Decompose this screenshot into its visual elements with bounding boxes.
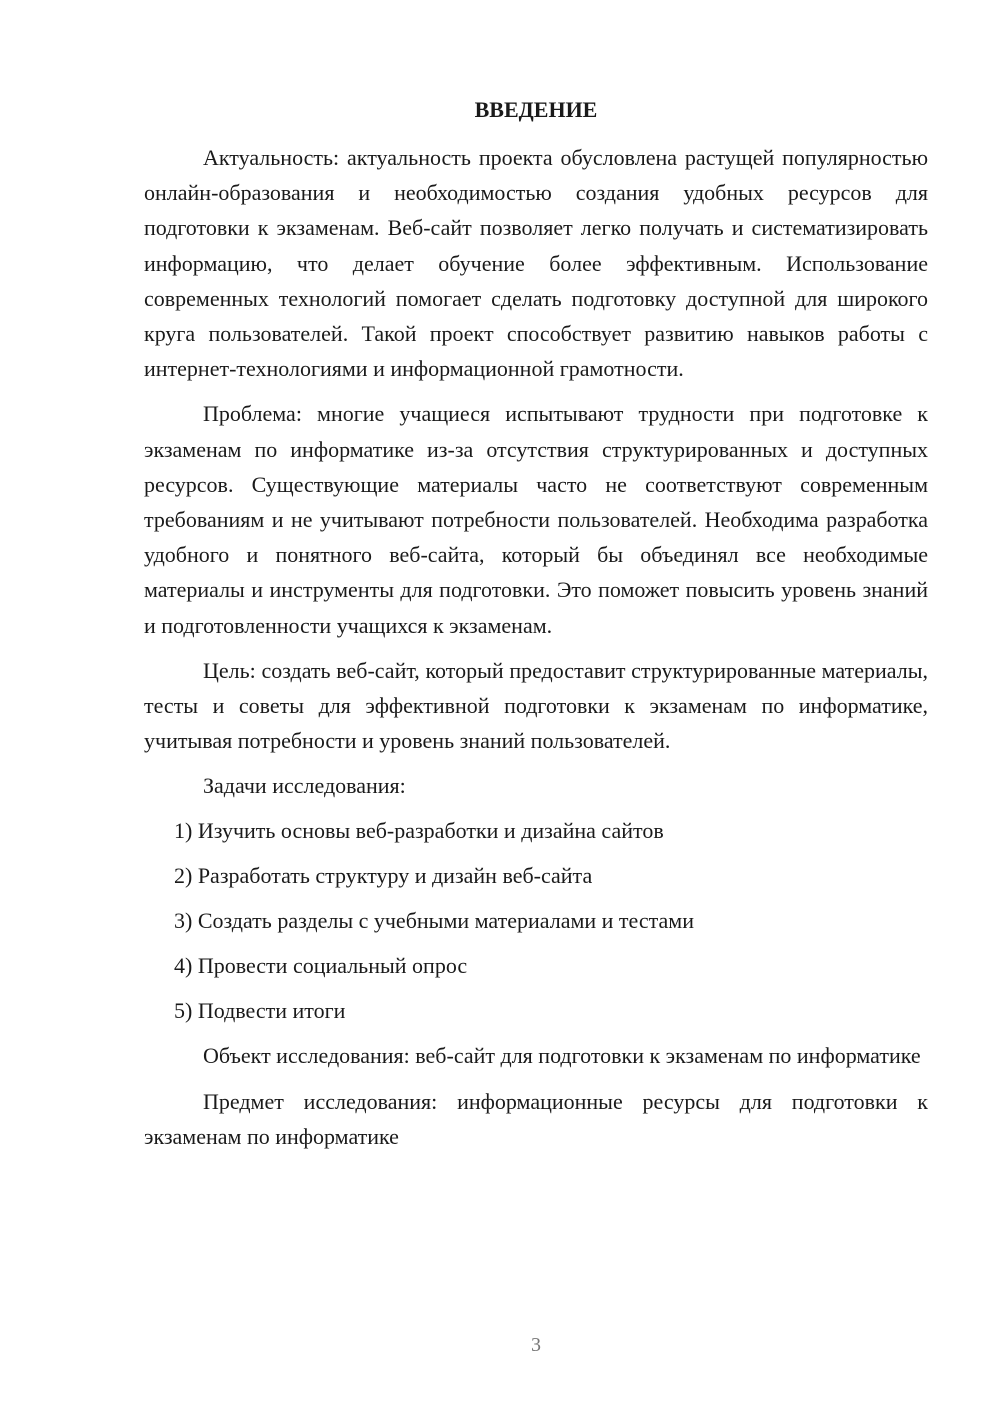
research-object-paragraph: Объект исследования: веб-сайт для подготовки к экзаменам по информатике: [203, 1043, 921, 1069]
page-title: ВВЕДЕНИЕ: [474, 97, 598, 122]
page-number: 3: [531, 1334, 541, 1356]
list-item: 3) Создать разделы с учебными материалами и тестами: [174, 908, 694, 934]
list-item: 5) Подвести итоги: [174, 998, 346, 1024]
list-item: 4) Провести социальный опрос: [174, 953, 468, 979]
list-item: 1) Изучить основы веб-разработки и дизайна сайтов: [174, 818, 664, 844]
tasks-heading: Задачи исследования:: [203, 773, 406, 799]
document-page: [144, 92, 928, 1164]
relevance-paragraph: Актуальность: актуальность проекта обусловлена растущей популярностью онлайн-образования и необходимостью создания удобных ресурсов для подготовки к экзаменам. Веб-сайт позволяет легко получать и систематизировать информацию, что делает обучение более эффективным. Использование современных технологий помогает сделать подготовку доступной для широкого круга пользователей. Такой проект способствует развитию навыков работы с интернет-технологиями и информационной грамотности.: [144, 145, 928, 382]
list-item: 2) Разработать структуру и дизайн веб-сайта: [174, 863, 593, 889]
tasks-list: [144, 813, 928, 1028]
problem-paragraph: Проблема: многие учащиеся испытывают трудности при подготовке к экзаменам по информатике из-за отсутствия структурированных и доступных ресурсов. Существующие материалы часто не соответствуют современным требованиям и не учитывают потребности пользователей. Необходима разработка удобного и понятного веб-сайта, который бы объединял все необходимые материалы и инструменты для подготовки. Это поможет повысить уровень знаний и подготовленности учащихся к экзаменам.: [144, 401, 928, 638]
research-subject-paragraph: Предмет исследования: информационные ресурсы для подготовки к экзаменам по информатике: [144, 1088, 928, 1149]
goal-paragraph: Цель: создать веб-сайт, который предоставит структурированные материалы, тесты и советы для эффективной подготовки к экзаменам по информатике, учитывая потребности и уровень знаний пользователей.: [144, 657, 928, 754]
